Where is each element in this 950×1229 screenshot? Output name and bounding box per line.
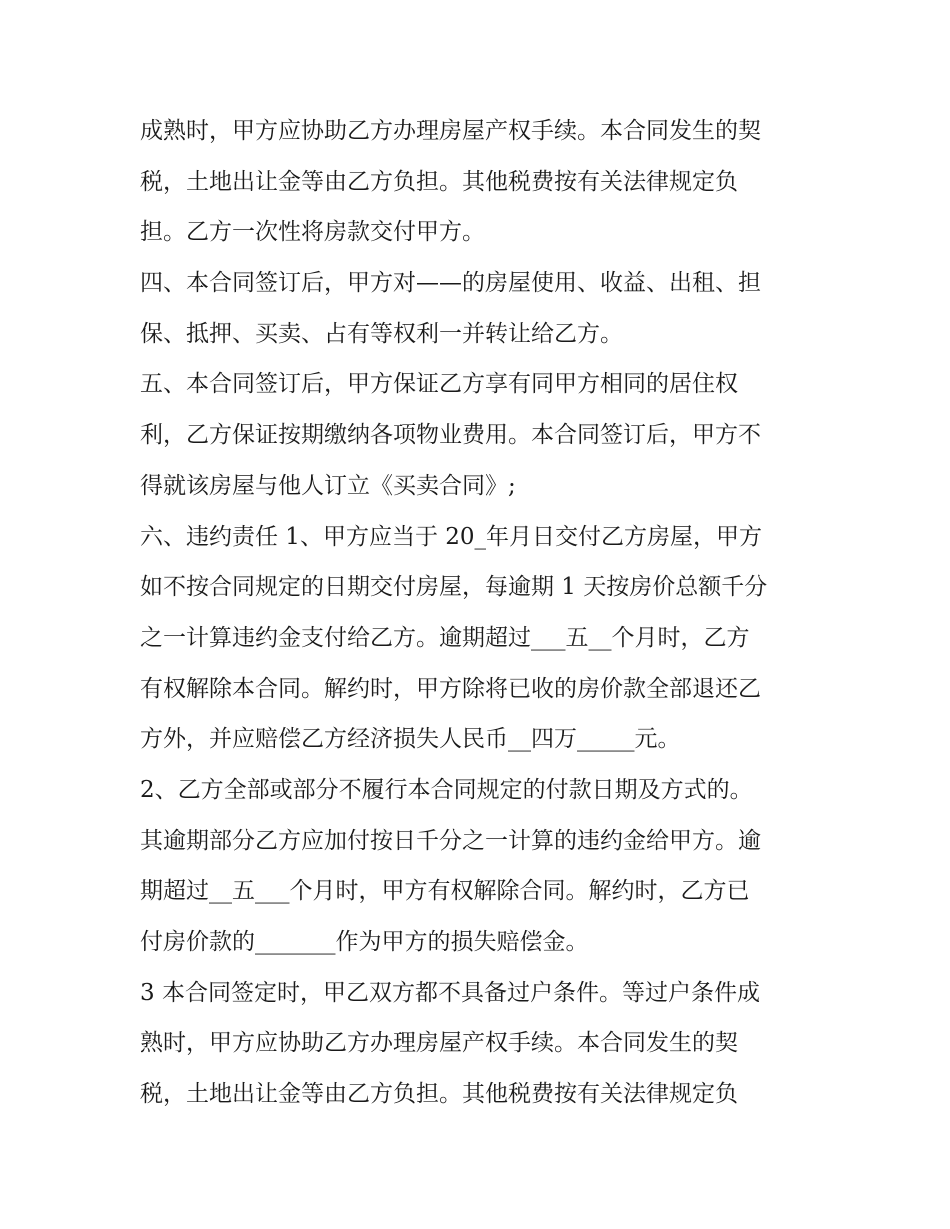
text-line: 六、违约责任 1、甲方应当于 20_年月日交付乙方房屋，甲方: [140, 523, 763, 550]
text-line: 保、抵押、买卖、占有等权利一并转让给乙方。: [140, 320, 623, 347]
text-line: 利，乙方保证按期缴纳各项物业费用。本合同签订后，甲方不: [140, 422, 761, 449]
text-line: 其逾期部分乙方应加付按日千分之一计算的违约金给甲方。逾: [140, 827, 761, 854]
text-line: 四、本合同签订后，甲方对——的房屋使用、收益、出租、担: [140, 270, 761, 297]
text-line: 有权解除本合同。解约时，甲方除将已收的房价款全部退还乙: [140, 675, 761, 702]
text-line: 2、乙方全部或部分不履行本合同规定的付款日期及方式的。: [140, 776, 753, 803]
text-line: 税，土地出让金等由乙方负担。其他税费按有关法律规定负: [140, 1081, 738, 1108]
text-line: 税，土地出让金等由乙方负担。其他税费按有关法律规定负: [140, 168, 738, 195]
text-line: 五、本合同签订后，甲方保证乙方享有同甲方相同的居住权: [140, 371, 738, 398]
text-line: 得就该房屋与他人订立《买卖合同》;: [140, 472, 516, 499]
text-line: 期超过__五___个月时，甲方有权解除合同。解约时，乙方已: [140, 878, 750, 905]
contract-body-text: [140, 106, 830, 1120]
text-line: 之一计算违约金支付给乙方。逾期超过___五__个月时，乙方: [140, 624, 750, 651]
text-line: 如不按合同规定的日期交付房屋，每逾期 1 天按房价总额千分: [140, 574, 768, 601]
text-line: 成熟时，甲方应协助乙方办理房屋产权手续。本合同发生的契: [140, 118, 761, 144]
text-line: 3 本合同签定时，甲乙双方都不具备过户条件。等过户条件成: [140, 979, 760, 1006]
text-line: 付房价款的_______作为甲方的损失赔偿金。: [140, 929, 589, 955]
text-line: 担。乙方一次性将房款交付甲方。: [140, 219, 485, 246]
text-line: 方外，并应赔偿乙方经济损失人民币__四万_____元。: [140, 726, 681, 753]
text-line: 熟时，甲方应协助乙方办理房屋产权手续。本合同发生的契: [140, 1030, 738, 1057]
